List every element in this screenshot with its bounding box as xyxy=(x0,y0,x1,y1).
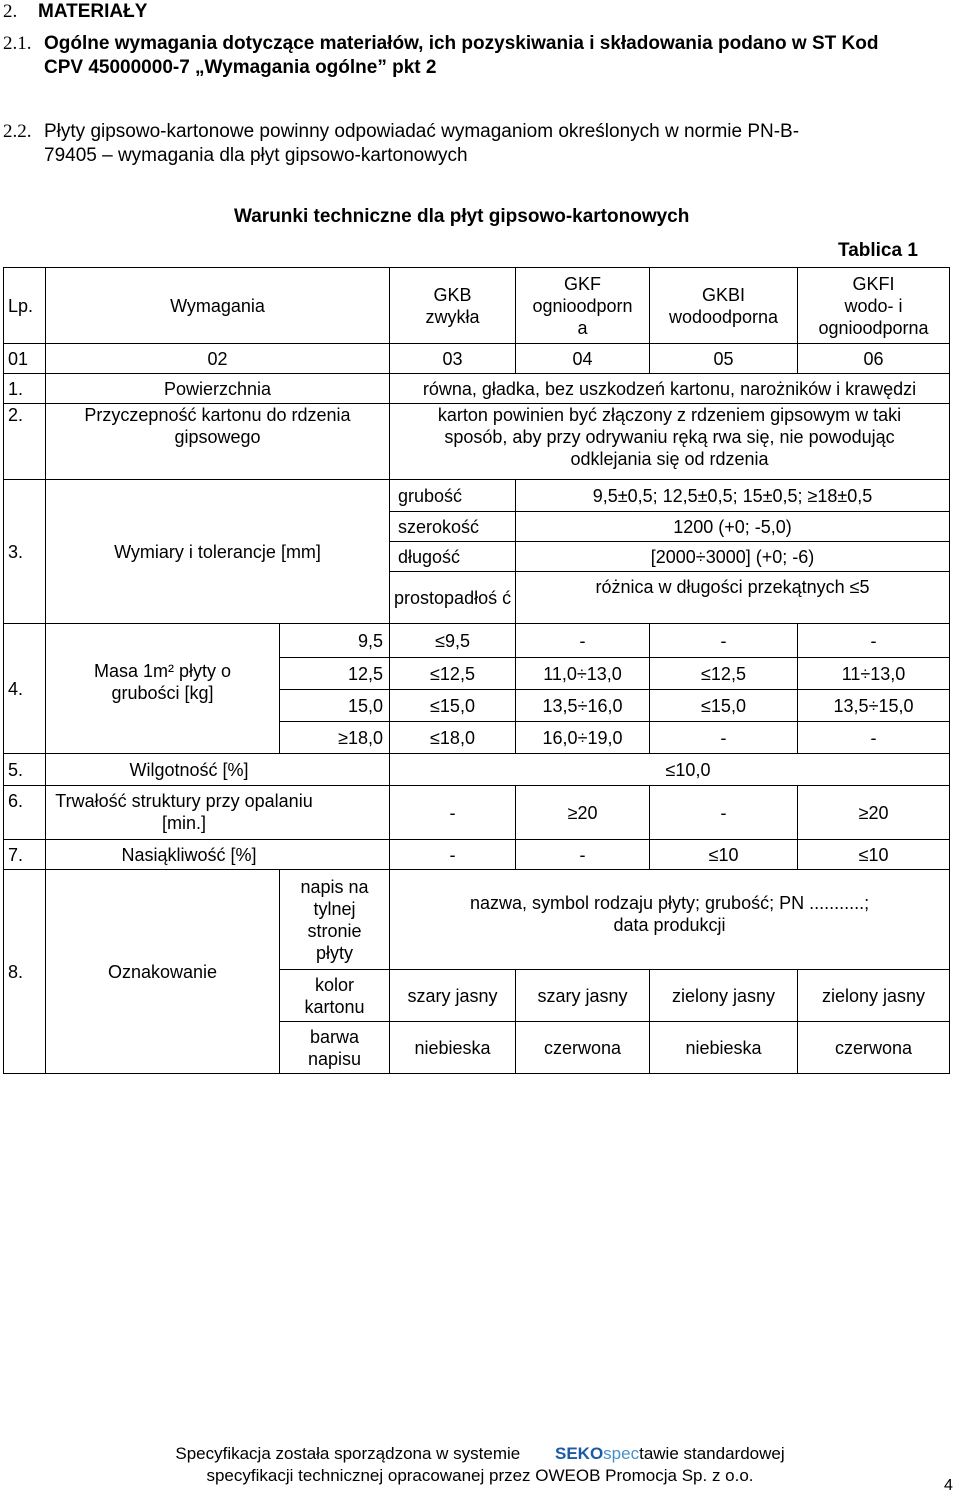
mass-gkbi: ≤12,5 xyxy=(650,658,798,690)
page-number: 4 xyxy=(944,1477,953,1494)
colnum-row xyxy=(4,344,950,374)
table-title: Warunki techniczne dla płyt gipsowo-kartonowych xyxy=(234,206,690,227)
row-value-gkfi: ≤10 xyxy=(798,840,950,870)
mass-gkbi: ≤15,0 xyxy=(650,690,798,722)
row-value-gkb: - xyxy=(390,786,516,840)
row-name: Wilgotność [%] xyxy=(46,754,390,786)
paragraph-2-2 xyxy=(44,120,954,168)
header-gkf xyxy=(516,268,650,344)
row-value-gkbi: ≤10 xyxy=(650,840,798,870)
row-lp: 4. xyxy=(4,624,46,754)
row-name xyxy=(46,624,280,754)
marking-label-line: napis na xyxy=(300,876,369,897)
row-value-gkf: - xyxy=(516,840,650,870)
marking-label-line: kolor xyxy=(315,974,355,995)
mass-gkbi: - xyxy=(650,624,798,658)
row-lp: 2. xyxy=(4,404,46,480)
marking-label-line: płyty xyxy=(316,942,354,963)
header-wymagania: Wymagania xyxy=(46,268,390,344)
row-value-line: karton powinien być złączony z rdzeniem gipsowym w taki xyxy=(437,405,902,425)
paragraph-line: CPV 45000000-7 „Wymagania ogólne” pkt 2 xyxy=(44,57,437,78)
colnum-cell: 05 xyxy=(650,344,798,374)
marking-label-line: kartonu xyxy=(304,996,365,1017)
mass-gkfi: - xyxy=(798,722,950,754)
row-name xyxy=(46,786,390,840)
mass-gkf: 13,5÷16,0 xyxy=(516,690,650,722)
dimension-label: prostopadłoś ć xyxy=(390,572,516,624)
dimension-value: 9,5±0,5; 12,5±0,5; 15±0,5; ≥18±0,5 xyxy=(516,480,950,512)
mass-gkbi: - xyxy=(650,722,798,754)
color-gkb: szary jasny xyxy=(390,970,516,1022)
header-line: GKF xyxy=(564,273,602,294)
dimension-value: różnica w długości przekątnych ≤5 xyxy=(516,572,950,624)
table-row xyxy=(4,480,950,512)
brand-logo-part: spec xyxy=(603,1444,640,1463)
marking-label-line: tylnej xyxy=(313,898,356,919)
paragraph-line: Płyty gipsowo-kartonowe powinny odpowiadać wymaganiom określonych w normie PN-B- xyxy=(44,121,800,142)
color-gkfi: zielony jasny xyxy=(798,970,950,1022)
mass-gkf: 11,0÷13,0 xyxy=(516,658,650,690)
print-color-gkb: niebieska xyxy=(390,1022,516,1074)
print-color-gkf: czerwona xyxy=(516,1022,650,1074)
paragraph-2-1 xyxy=(44,32,954,80)
mass-thickness: 12,5 xyxy=(280,658,390,690)
dimension-label: szerokość xyxy=(390,512,516,542)
marking-label xyxy=(280,970,390,1022)
footer xyxy=(0,1443,960,1487)
table-row xyxy=(4,754,950,786)
footer-line-1 xyxy=(0,1443,960,1465)
colnum-cell: 06 xyxy=(798,344,950,374)
mass-gkfi: 13,5÷15,0 xyxy=(798,690,950,722)
table-row xyxy=(4,870,950,970)
row-lp: 5. xyxy=(4,754,46,786)
color-gkbi: zielony jasny xyxy=(650,970,798,1022)
marking-value-line: nazwa, symbol rodzaju płyty; grubość; PN ...........; xyxy=(469,893,870,913)
mass-gkb: ≤15,0 xyxy=(390,690,516,722)
row-value: ≤10,0 xyxy=(390,754,950,786)
marking-label-line: stronie xyxy=(307,920,362,941)
row-value-line: odklejania się od rdzenia xyxy=(570,449,769,469)
header-line: zwykła xyxy=(425,306,480,327)
section-number: 2. xyxy=(3,1,18,22)
mass-thickness: 15,0 xyxy=(280,690,390,722)
row-name: Wymiary i tolerancje [mm] xyxy=(46,480,390,624)
marking-label-line: napisu xyxy=(307,1048,362,1069)
header-line: wodoodporna xyxy=(668,306,779,327)
row-name: Oznakowanie xyxy=(46,870,280,1074)
header-line: a xyxy=(577,317,588,338)
colnum-cell: 02 xyxy=(46,344,390,374)
header-gkfi xyxy=(798,268,950,344)
colnum-cell: 03 xyxy=(390,344,516,374)
dimension-value: [2000÷3000] (+0; -6) xyxy=(516,542,950,572)
paragraph-number: 2.2. xyxy=(3,121,32,142)
footer-text: tawie standardowej xyxy=(639,1444,785,1463)
row-value-gkb: - xyxy=(390,840,516,870)
table-row xyxy=(4,404,950,480)
mass-gkb: ≤9,5 xyxy=(390,624,516,658)
mass-thickness: 9,5 xyxy=(280,624,390,658)
row-name xyxy=(46,404,390,480)
row-name-line: Trwałość struktury przy opalaniu xyxy=(55,791,313,811)
row-name: Nasiąkliwość [%] xyxy=(46,840,390,870)
table-label: Tablica 1 xyxy=(838,240,918,261)
header-line: GKB xyxy=(433,284,472,305)
row-name: Powierzchnia xyxy=(46,374,390,404)
dimension-label: grubość xyxy=(390,480,516,512)
paragraph-number: 2.1. xyxy=(3,33,32,54)
spec-table xyxy=(3,267,950,1074)
row-value-gkf: ≥20 xyxy=(516,786,650,840)
mass-thickness: ≥18,0 xyxy=(280,722,390,754)
row-lp: 1. xyxy=(4,374,46,404)
header-lp: Lp. xyxy=(4,268,46,344)
print-color-gkbi: niebieska xyxy=(650,1022,798,1074)
table-row xyxy=(4,840,950,870)
table-row xyxy=(4,624,950,658)
row-value-gkbi: - xyxy=(650,786,798,840)
footer-line-2: specyfikacji technicznej opracowanej przez OWEOB Promocja Sp. z o.o. xyxy=(206,1466,754,1485)
header-line: ognioodporna xyxy=(818,317,929,338)
dimension-value: 1200 (+0; -5,0) xyxy=(516,512,950,542)
paragraph-line: Ogólne wymagania dotyczące materiałów, ich pozyskiwania i składowania podano w ST Kod xyxy=(44,33,879,54)
row-name-line: Przyczepność kartonu do rdzenia xyxy=(84,405,351,425)
table-row xyxy=(4,374,950,404)
mass-gkf: 16,0÷19,0 xyxy=(516,722,650,754)
marking-label xyxy=(280,870,390,970)
colnum-cell: 04 xyxy=(516,344,650,374)
print-color-gkfi: czerwona xyxy=(798,1022,950,1074)
header-gkb xyxy=(390,268,516,344)
row-value: równa, gładka, bez uszkodzeń kartonu, narożników i krawędzi xyxy=(390,374,950,404)
row-name-line: [min.] xyxy=(162,813,207,833)
mass-gkfi: - xyxy=(798,624,950,658)
marking-label xyxy=(280,1022,390,1074)
dimension-label: długość xyxy=(390,542,516,572)
row-name-line: gipsowego xyxy=(174,427,261,447)
row-lp: 3. xyxy=(4,480,46,624)
table-row xyxy=(4,786,950,840)
row-lp: 6. xyxy=(4,786,46,840)
section-title: MATERIAŁY xyxy=(38,1,148,22)
row-value-gkfi: ≥20 xyxy=(798,786,950,840)
mass-gkfi: 11÷13,0 xyxy=(798,658,950,690)
header-line: GKBI xyxy=(702,284,746,305)
row-value xyxy=(390,404,950,480)
paragraph-line: 79405 – wymagania dla płyt gipsowo-kartonowych xyxy=(44,145,468,166)
row-lp: 8. xyxy=(4,870,46,1074)
mass-gkb: ≤12,5 xyxy=(390,658,516,690)
marking-value-line: data produkcji xyxy=(613,915,726,935)
color-gkf: szary jasny xyxy=(516,970,650,1022)
header-row xyxy=(4,268,950,344)
header-gkbi xyxy=(650,268,798,344)
mass-gkf: - xyxy=(516,624,650,658)
row-value-line: sposób, aby przy odrywaniu ręką rwa się, nie powodując xyxy=(444,427,895,447)
footer-text: Specyfikacja została sporządzona w systemie xyxy=(175,1444,521,1463)
header-line: wodo- i xyxy=(844,295,903,316)
mass-gkb: ≤18,0 xyxy=(390,722,516,754)
brand-logo-part: SEKO xyxy=(554,1444,604,1463)
marking-label-line: barwa xyxy=(309,1026,360,1047)
row-name-line: Masa 1m² płyty o xyxy=(93,660,232,681)
row-lp: 7. xyxy=(4,840,46,870)
marking-value xyxy=(390,870,950,970)
header-line: GKFI xyxy=(852,273,895,294)
row-name-line: grubości [kg] xyxy=(111,682,214,703)
header-line: ognioodporn xyxy=(532,295,633,316)
colnum-cell: 01 xyxy=(4,344,46,374)
